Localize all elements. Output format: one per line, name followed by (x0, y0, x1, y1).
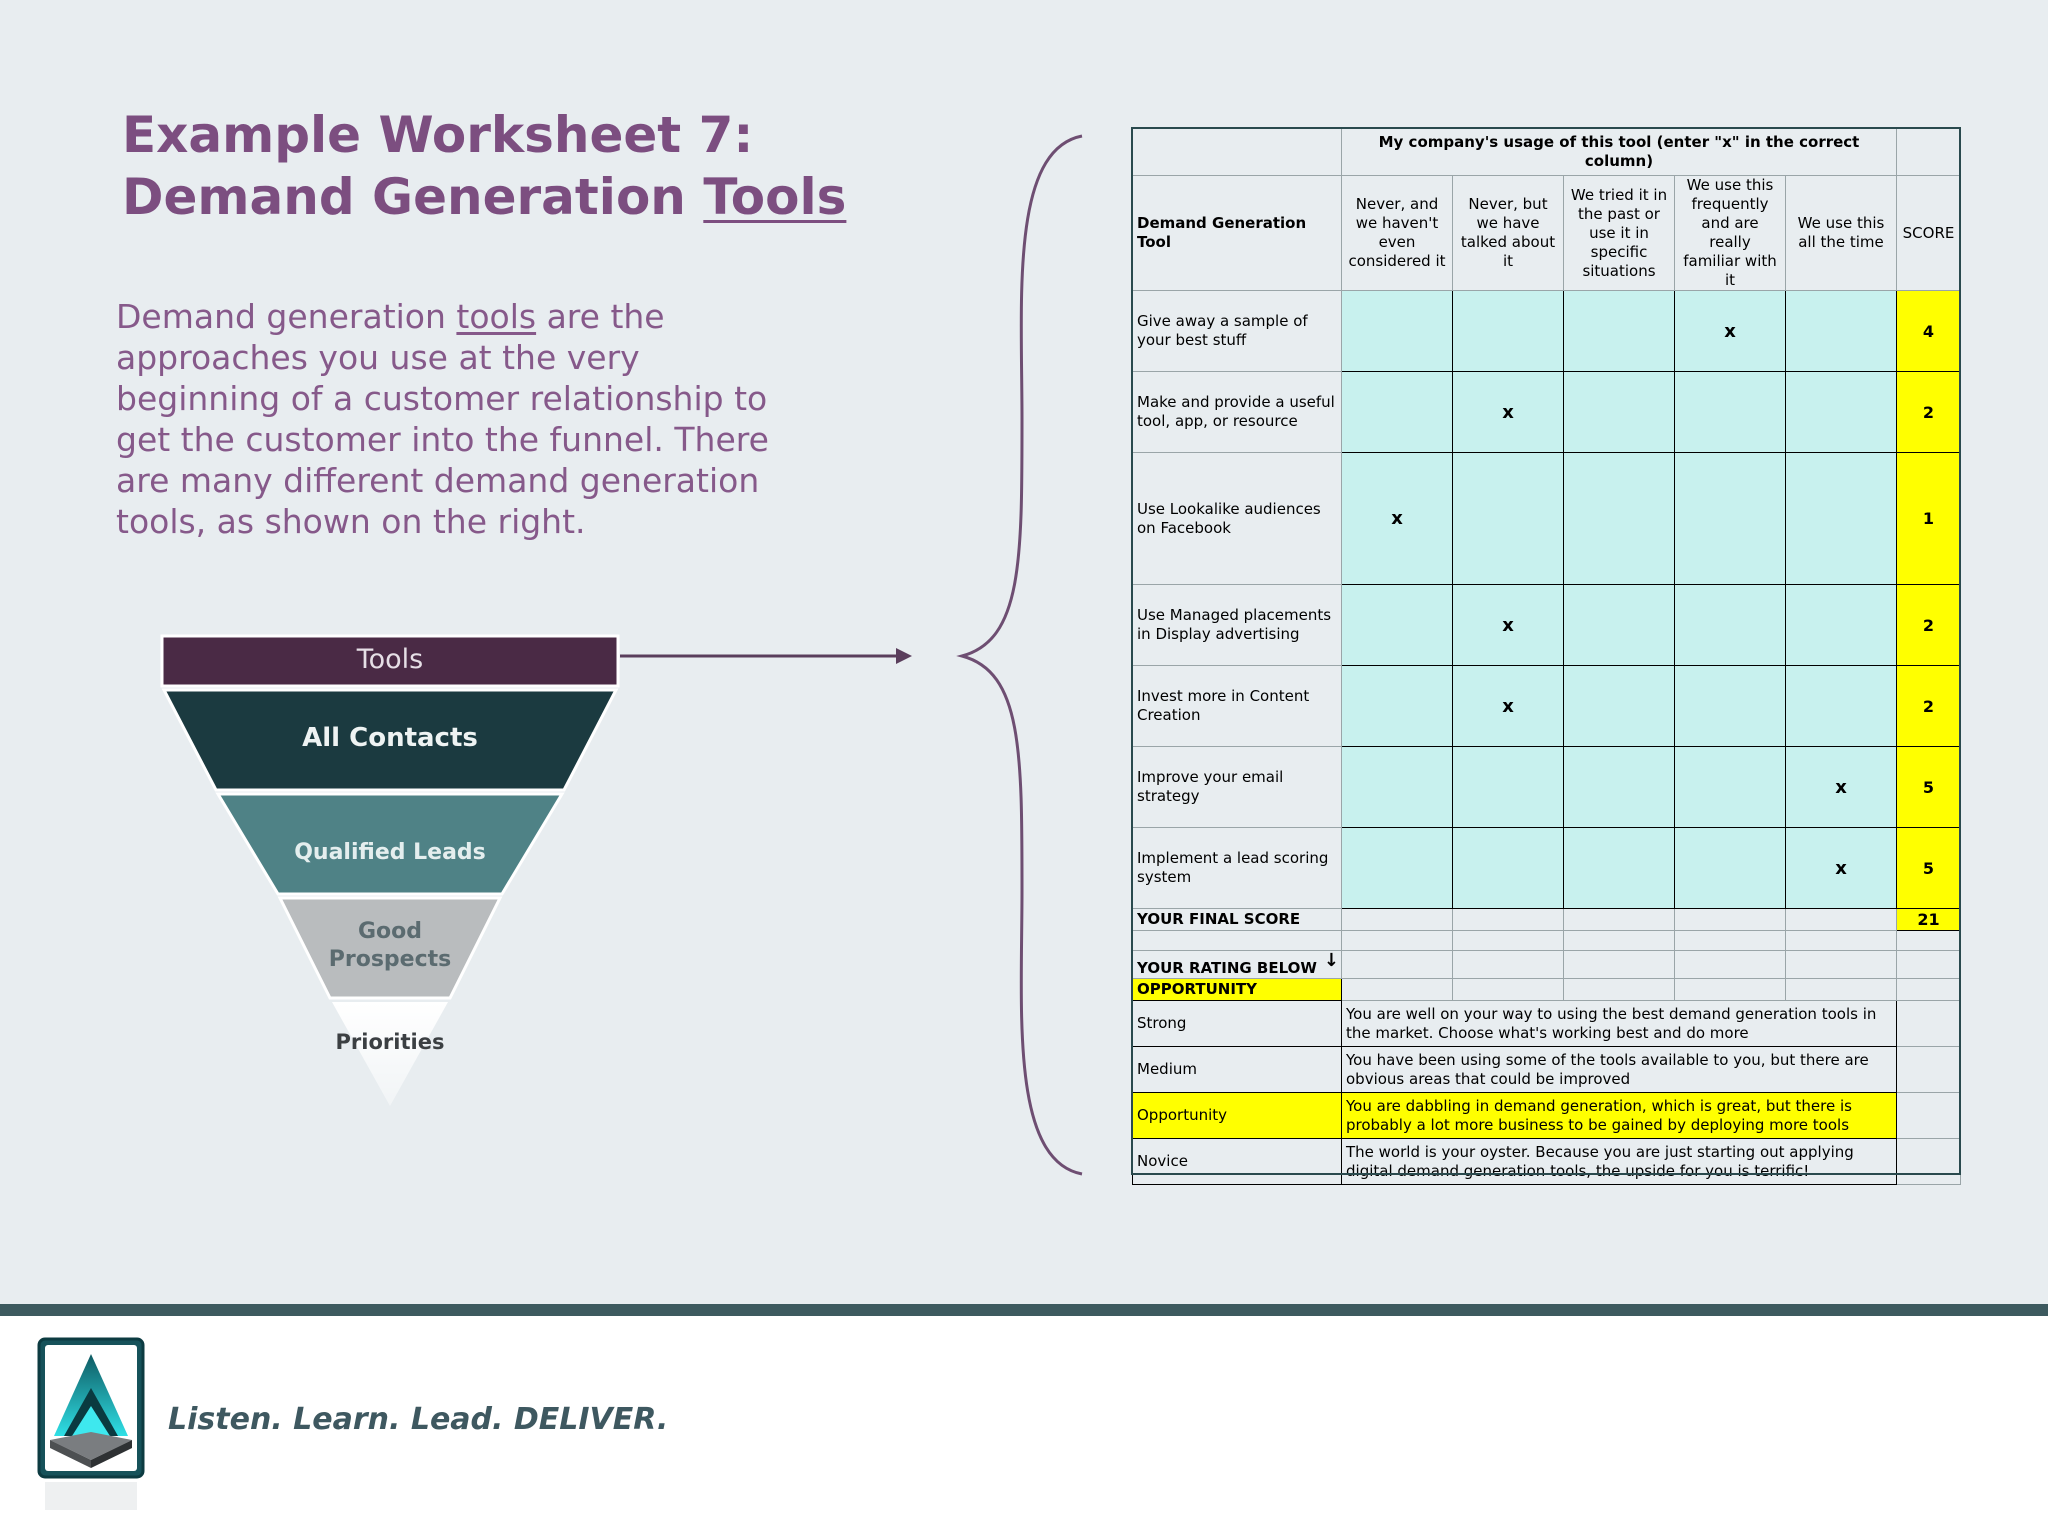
usage-cell[interactable] (1675, 585, 1786, 666)
funnel-label-qualified-leads: Qualified Leads (294, 840, 486, 865)
body-suffix: are the approaches you use at the very beginning of a customer relationship to get the customer into the funnel. There are many different demand generation tools, as shown on the right. (116, 297, 769, 541)
column-header-2: Never, but we have talked about it (1453, 176, 1564, 291)
score-cell: 4 (1897, 291, 1961, 372)
final-score-value: 21 (1897, 909, 1961, 931)
score-cell: 1 (1897, 453, 1961, 585)
usage-cell[interactable] (1564, 666, 1675, 747)
usage-cell[interactable]: x (1342, 453, 1453, 585)
table-row (1133, 666, 1961, 747)
rating-row (1133, 1047, 1961, 1093)
usage-cell[interactable] (1564, 453, 1675, 585)
score-column-header: SCORE (1897, 176, 1961, 291)
usage-cell[interactable] (1564, 372, 1675, 453)
title-line-2 (122, 166, 922, 228)
usage-cell[interactable]: x (1453, 585, 1564, 666)
final-score-label: YOUR FINAL SCORE (1133, 909, 1342, 931)
usage-cell[interactable] (1675, 372, 1786, 453)
usage-cell[interactable] (1786, 372, 1897, 453)
tool-name: Make and provide a useful tool, app, or resource (1133, 372, 1342, 453)
usage-cell[interactable]: x (1786, 828, 1897, 909)
rating-row (1133, 1001, 1961, 1047)
slide-title (122, 104, 922, 228)
funnel-label-priorities: Priorities (335, 1030, 445, 1054)
rating-row-highlighted (1133, 1093, 1961, 1139)
usage-cell[interactable] (1342, 291, 1453, 372)
funnel-level-priorities (332, 1002, 448, 1106)
score-cell: 2 (1897, 666, 1961, 747)
usage-cell[interactable] (1342, 828, 1453, 909)
body-text (116, 296, 796, 542)
rating-description: The world is your oyster. Because you are just starting out applying digital demand generation tools, the upside for you is terrific! (1342, 1139, 1897, 1185)
table-row (1133, 291, 1961, 372)
usage-cell[interactable] (1675, 747, 1786, 828)
table-row (1133, 372, 1961, 453)
usage-cell[interactable] (1453, 828, 1564, 909)
title-prefix: Demand Generation (122, 168, 704, 226)
usage-cell[interactable] (1786, 453, 1897, 585)
tool-name: Use Lookalike audiences on Facebook (1133, 453, 1342, 585)
rating-description: You are dabbling in demand generation, which is great, but there is probably a lot more business to be gained by deploying more tools (1342, 1093, 1897, 1139)
score-cell: 2 (1897, 372, 1961, 453)
usage-cell[interactable] (1786, 666, 1897, 747)
tool-name: Invest more in Content Creation (1133, 666, 1342, 747)
body-prefix: Demand generation (116, 297, 457, 336)
column-header-4: We use this frequently and are really familiar with it (1675, 176, 1786, 291)
usage-cell[interactable] (1342, 666, 1453, 747)
usage-cell[interactable] (1564, 747, 1675, 828)
usage-cell[interactable] (1564, 291, 1675, 372)
funnel-label-tools: Tools (356, 644, 424, 675)
usage-cell[interactable] (1675, 828, 1786, 909)
usage-cell[interactable]: x (1453, 372, 1564, 453)
rating-description: You have been using some of the tools available to you, but there are obvious areas that could be improved (1342, 1047, 1897, 1093)
column-header-1: Never, and we haven't even considered it (1342, 176, 1453, 291)
usage-cell[interactable] (1564, 585, 1675, 666)
rating-label: YOUR RATING BELOW ↓ (1133, 951, 1342, 979)
usage-cell[interactable] (1564, 828, 1675, 909)
table-row (1133, 747, 1961, 828)
footer-tagline: Listen. Learn. Lead. DELIVER. (168, 1402, 669, 1437)
column-header-5: We use this all the time (1786, 176, 1897, 291)
table-row (1133, 585, 1961, 666)
usage-cell[interactable]: x (1453, 666, 1564, 747)
tool-name: Implement a lead scoring system (1133, 828, 1342, 909)
score-cell: 5 (1897, 828, 1961, 909)
tool-name: Use Managed placements in Display advertising (1133, 585, 1342, 666)
rating-row (1133, 1139, 1961, 1185)
title-line-1: Example Worksheet 7: (122, 106, 754, 164)
funnel-diagram (150, 628, 650, 1108)
tool-name: Give away a sample of your best stuff (1133, 291, 1342, 372)
usage-cell[interactable] (1786, 291, 1897, 372)
tool-column-header: Demand Generation Tool (1133, 176, 1342, 291)
arrow-head-icon (896, 648, 912, 664)
funnel-label-all-contacts: All Contacts (302, 723, 478, 753)
rating-level: Novice (1133, 1139, 1342, 1185)
rating-level: Strong (1133, 1001, 1342, 1047)
usage-cell[interactable] (1342, 747, 1453, 828)
usage-cell[interactable] (1786, 585, 1897, 666)
footer-band (0, 1304, 2048, 1316)
curly-brace (962, 136, 1082, 1174)
title-underlined: Tools (703, 168, 847, 226)
usage-cell[interactable] (1675, 453, 1786, 585)
usage-cell[interactable] (1453, 747, 1564, 828)
usage-cell[interactable] (1453, 453, 1564, 585)
tool-name: Improve your email strategy (1133, 747, 1342, 828)
column-header-3: We tried it in the past or use it in specific situations (1564, 176, 1675, 291)
rating-description: You are well on your way to using the best demand generation tools in the market. Choose what's working best and do more (1342, 1001, 1897, 1047)
rating-level: Medium (1133, 1047, 1342, 1093)
body-underlined: tools (456, 297, 537, 336)
usage-cell[interactable] (1342, 372, 1453, 453)
worksheet-table (1132, 128, 1961, 1185)
table-row (1133, 453, 1961, 585)
funnel-label-good-prospects: Good Prospects (328, 919, 452, 972)
score-cell: 2 (1897, 585, 1961, 666)
down-arrow-icon: ↓ (1323, 950, 1339, 971)
company-logo-icon (36, 1336, 146, 1514)
usage-cell[interactable] (1453, 291, 1564, 372)
table-row (1133, 828, 1961, 909)
group-header: My company's usage of this tool (enter "x" in the correct column) (1342, 129, 1897, 176)
usage-cell[interactable] (1342, 585, 1453, 666)
rating-value: OPPORTUNITY (1133, 979, 1342, 1001)
score-cell: 5 (1897, 747, 1961, 828)
usage-cell[interactable] (1675, 666, 1786, 747)
usage-cell[interactable]: x (1786, 747, 1897, 828)
usage-cell[interactable]: x (1675, 291, 1786, 372)
rating-level: Opportunity (1133, 1093, 1342, 1139)
